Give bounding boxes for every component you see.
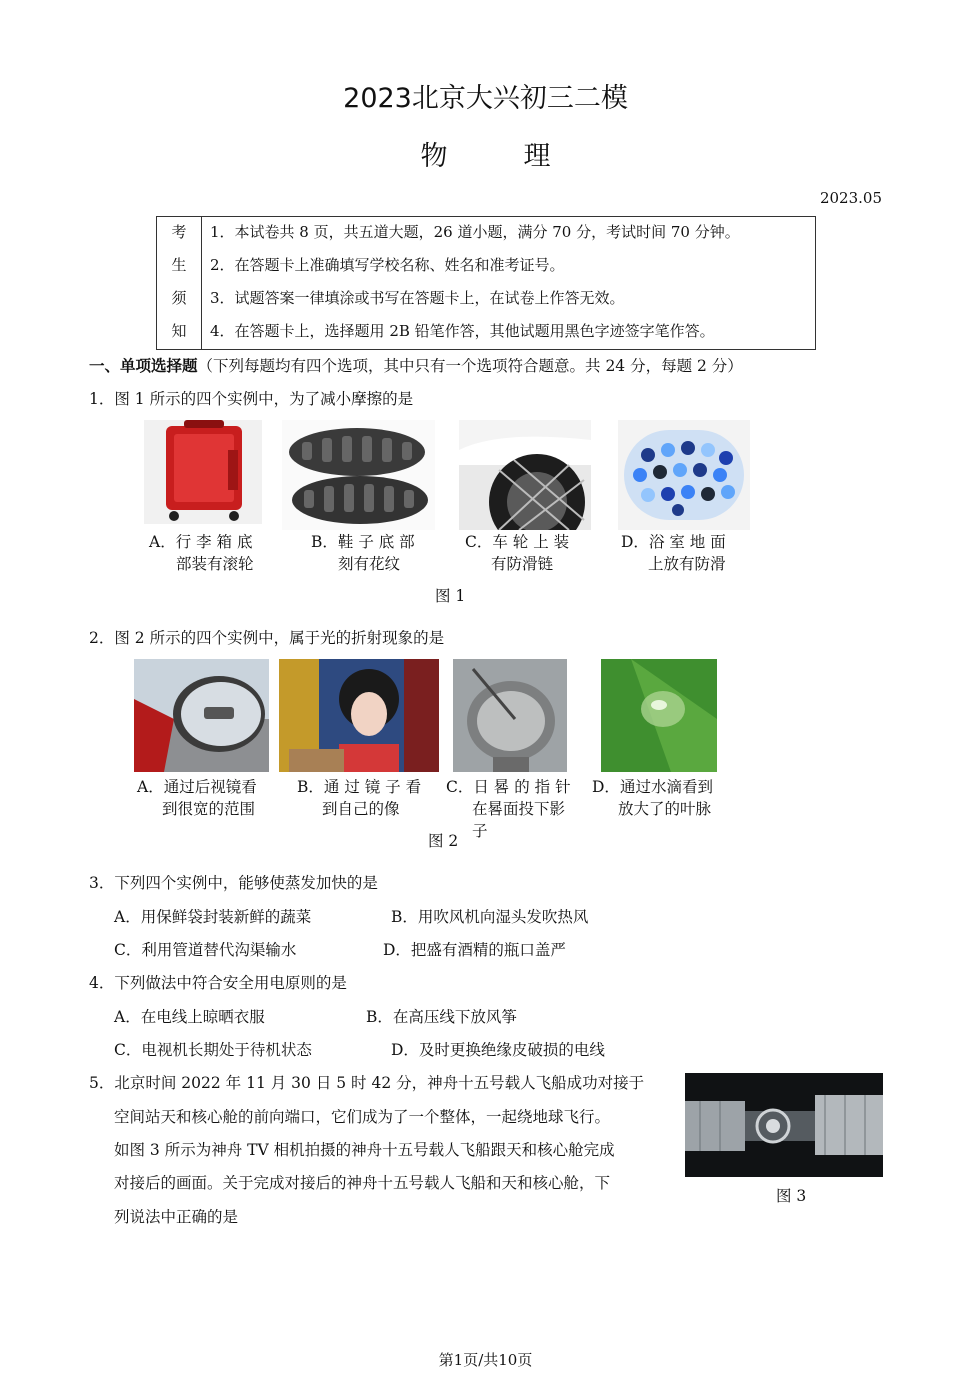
figure-1-label: 图 1: [435, 587, 466, 605]
q3-option-b: B．用吹风机向湿头发吹热风: [391, 908, 589, 926]
q1-option-b: [311, 531, 415, 575]
option-text: 行 李 箱 底: [175, 533, 253, 551]
option-text: 放大了的叶脉: [618, 800, 712, 818]
notice-rule: 3．试题答案一律填涂或书写在答题卡上，在试卷上作答无效。: [210, 289, 625, 307]
subject-title: [0, 134, 971, 173]
option-text: 子: [472, 822, 488, 840]
subject-char: 物: [420, 141, 448, 172]
option-text: 到自己的像: [322, 800, 400, 818]
q4-option-a: A．在电线上晾晒衣服: [114, 1008, 265, 1026]
option-letter: A．: [137, 778, 164, 796]
q4-option-b: B．在高压线下放风筝: [366, 1008, 517, 1026]
option-text: 通 过 镜 子 看: [323, 778, 422, 796]
option-letter: D．: [592, 778, 620, 796]
q3-option-d: D．把盛有酒精的瓶口盖严: [383, 941, 566, 959]
q5-line: 空间站天和核心舱的前向端口，它们成为了一个整体，一起绕地球飞行。: [114, 1108, 611, 1126]
option-text: 鞋 子 底 部: [337, 533, 415, 551]
q5-line: 5．北京时间 2022 年 11 月 30 日 5 时 42 分，神舟十五号载人飞船成功对接于: [89, 1074, 645, 1092]
q5-line: 对接后的画面。关于完成对接后的神舟十五号载人飞船和天和核心舱，下: [114, 1174, 611, 1192]
option-text: 在晷面投下影: [472, 800, 566, 818]
q2-stem: 2．图 2 所示的四个实例中，属于光的折射现象的是: [89, 629, 445, 647]
section-title: 一、单项选择题: [89, 356, 198, 375]
q5-line: 如图 3 所示为神舟 TV 相机拍摄的神舟十五号载人飞船跟天和核心舱完成: [114, 1141, 615, 1159]
q5-line: 列说法中正确的是: [114, 1208, 239, 1226]
q1-option-a: [149, 531, 254, 575]
figure-2-label: 图 2: [428, 832, 459, 850]
sundial-image: [453, 659, 567, 772]
option-text: 上放有防滑: [648, 555, 726, 573]
notice-side-char: 生: [171, 256, 187, 274]
notice-side-char: 须: [171, 289, 187, 307]
opera-makeup-image: [279, 659, 439, 772]
notice-side-char: 考: [171, 223, 187, 241]
section-heading: [89, 354, 743, 376]
q4-stem: 4．下列做法中符合安全用电原则的是: [89, 974, 347, 992]
option-text: 部装有滚轮: [176, 555, 254, 573]
option-letter: C．: [465, 533, 493, 551]
section-note: （下列每题均有四个选项，其中只有一个选项符合题意。共 24 分，每题 2 分）: [197, 357, 743, 375]
q3-option-a: A．用保鲜袋封装新鲜的蔬菜: [114, 908, 312, 926]
notice-rule: 1．本试卷共 8 页，共五道大题，26 道小题，满分 70 分，考试时间 70 分钟。: [210, 223, 740, 241]
q2-option-c: [446, 776, 571, 842]
snow-chain-image: [459, 420, 591, 530]
shoe-sole-image: [282, 420, 435, 530]
q1-option-c: [465, 531, 569, 575]
notice-rule: 4．在答题卡上，选择题用 2B 铅笔作答，其他试题用黑色字迹签字笔作答。: [210, 322, 715, 340]
water-drop-leaf-image: [601, 659, 717, 772]
option-text: 通过水滴看到: [619, 778, 713, 796]
page-number: 第1页/共10页: [438, 1351, 533, 1369]
rearview-mirror-image: [134, 659, 269, 772]
option-letter: B．: [311, 533, 338, 551]
q1-stem: 1．图 1 所示的四个实例中，为了减小摩擦的是: [89, 390, 414, 408]
q1-option-d: [621, 531, 726, 575]
option-text: 车 轮 上 装: [492, 533, 570, 551]
option-letter: D．: [621, 533, 649, 551]
notice-rules: [202, 217, 816, 350]
notice-side: [157, 217, 202, 350]
exam-date: 2023.05: [819, 189, 882, 207]
q3-stem: 3．下列四个实例中，能够使蒸发加快的是: [89, 874, 378, 892]
option-letter: C．: [446, 778, 474, 796]
notice-table: [156, 216, 816, 350]
q2-option-a: [137, 776, 257, 820]
option-letter: A．: [149, 533, 176, 551]
option-text: 到很宽的范围: [162, 800, 256, 818]
figure-3-label: 图 3: [776, 1187, 807, 1205]
q3-option-c: C．利用管道替代沟渠输水: [114, 941, 297, 959]
subject-char: 理: [523, 141, 551, 172]
notice-rule: 2．在答题卡上准确填写学校名称、姓名和准考证号。: [210, 256, 565, 274]
q4-option-d: D．及时更换绝缘皮破损的电线: [391, 1041, 605, 1059]
option-text: 通过后视镜看: [163, 778, 257, 796]
suitcase-image: [144, 420, 262, 524]
q2-option-b: [297, 776, 421, 820]
option-text: 日 晷 的 指 针: [473, 778, 571, 796]
spacecraft-docking-image: [685, 1073, 883, 1177]
notice-side-char: 知: [171, 322, 187, 340]
option-text: 有防滑链: [491, 555, 554, 573]
page-title: 2023北京大兴初三二模: [343, 83, 628, 114]
option-letter: B．: [297, 778, 324, 796]
q2-option-d: [592, 776, 713, 820]
option-text: 浴 室 地 面: [648, 533, 726, 551]
option-text: 刻有花纹: [338, 555, 401, 573]
bath-mat-image: [618, 420, 750, 530]
q4-option-c: C．电视机长期处于待机状态: [114, 1041, 312, 1059]
